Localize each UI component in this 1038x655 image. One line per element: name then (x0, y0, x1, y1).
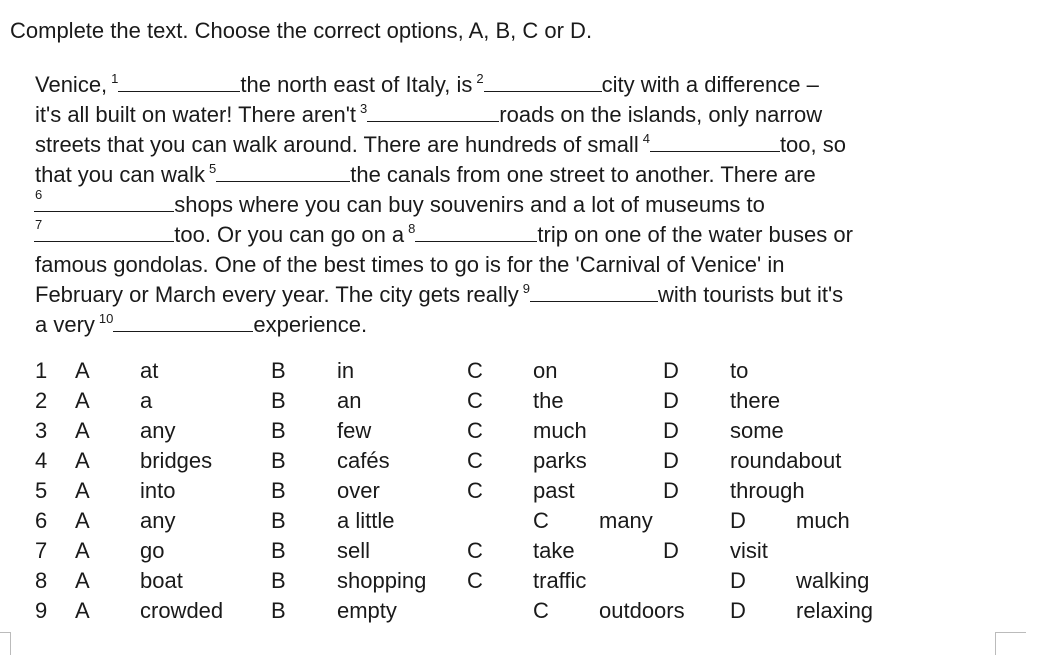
option-b[interactable]: cafés (337, 448, 390, 473)
passage-text: February or March every year. The city gets really (35, 282, 519, 307)
gap-7-blank[interactable] (34, 223, 174, 242)
question-number: 3 (35, 418, 48, 443)
gap-number: 3 (360, 101, 368, 116)
option-b[interactable]: empty (337, 598, 397, 623)
letter-d: D (663, 448, 679, 473)
letter-b: B (271, 388, 286, 413)
passage-text: with tourists but it's (658, 282, 844, 307)
passage-line-1 (35, 72, 819, 98)
option-a[interactable]: crowded (140, 598, 224, 623)
passage-line-8 (35, 282, 843, 308)
letter-b: B (271, 418, 286, 443)
letter-a: A (75, 358, 90, 383)
letter-a: A (75, 388, 90, 413)
passage-text: the canals from one street to another. There are (350, 162, 816, 187)
option-d[interactable]: relaxing (796, 598, 874, 623)
passage-text: that you can walk (35, 162, 205, 187)
option-b[interactable]: over (337, 478, 380, 503)
passage-text: trip on one of the water buses or (537, 222, 853, 247)
letter-c: C (533, 598, 549, 623)
passage-text: too, so (779, 132, 846, 157)
gap-number: 6 (35, 187, 43, 202)
passage-text: famous gondolas. One of the best times to go is for the 'Carnival of Venice' in (35, 252, 785, 277)
question-number: 6 (35, 508, 48, 533)
gap-number: 10 (98, 311, 114, 326)
option-c[interactable]: traffic (533, 568, 587, 593)
gap-5-blank[interactable] (216, 163, 350, 182)
letter-d: D (663, 418, 679, 443)
gap-6-blank[interactable] (34, 193, 174, 212)
letter-b: B (271, 598, 286, 623)
letter-c: C (467, 358, 483, 383)
letter-a: A (75, 538, 90, 563)
question-number: 2 (35, 388, 48, 413)
option-b[interactable]: sell (337, 538, 371, 563)
letter-a: A (75, 568, 90, 593)
letter-d: D (663, 388, 679, 413)
option-b[interactable]: in (337, 358, 355, 383)
passage-line-5 (35, 187, 765, 218)
letter-c: C (533, 508, 549, 533)
passage-text: Venice, (35, 72, 108, 97)
option-d[interactable]: to (730, 358, 749, 383)
option-c[interactable]: the (533, 388, 564, 413)
option-a[interactable]: any (140, 418, 176, 443)
letter-b: B (271, 478, 286, 503)
letter-b: B (271, 568, 286, 593)
option-a[interactable]: bridges (140, 448, 213, 473)
question-number: 4 (35, 448, 48, 473)
instruction-heading: Complete the text. Choose the correct options, A, B, C or D. (10, 18, 593, 43)
letter-d: D (663, 478, 679, 503)
option-b[interactable]: shopping (337, 568, 427, 593)
option-d[interactable]: roundabout (730, 448, 842, 473)
letter-c: C (467, 388, 483, 413)
option-b[interactable]: few (337, 418, 372, 443)
question-number: 7 (35, 538, 48, 563)
gap-number: 9 (522, 281, 531, 296)
gap-3-blank[interactable] (367, 103, 499, 122)
letter-c: C (467, 568, 483, 593)
gap-9-blank[interactable] (530, 283, 658, 302)
option-a[interactable]: any (140, 508, 176, 533)
option-b[interactable]: an (337, 388, 362, 413)
passage-line-3 (35, 132, 846, 158)
letter-a: A (75, 598, 90, 623)
option-a[interactable]: at (140, 358, 159, 383)
option-d[interactable]: there (730, 388, 781, 413)
gap-8-blank[interactable] (415, 223, 537, 242)
option-c[interactable]: past (533, 478, 575, 503)
option-c[interactable]: parks (533, 448, 587, 473)
question-number: 9 (35, 598, 48, 623)
letter-d: D (663, 538, 679, 563)
page-corner-mark (995, 632, 1026, 655)
gap-number: 5 (208, 161, 217, 176)
option-d[interactable]: walking (796, 568, 870, 593)
letter-a: A (75, 508, 90, 533)
question-number: 8 (35, 568, 48, 593)
passage-text: streets that you can walk around. There are hundreds of small (35, 132, 639, 157)
option-c[interactable]: on (533, 358, 558, 383)
option-a[interactable]: boat (140, 568, 183, 593)
passage-text: experience. (253, 312, 368, 337)
option-c[interactable]: many (599, 508, 653, 533)
letter-d: D (730, 508, 746, 533)
passage-line-4 (35, 162, 816, 188)
passage-text: city with a difference – (601, 72, 819, 97)
letter-d: D (730, 598, 746, 623)
option-c[interactable]: outdoors (599, 598, 685, 623)
option-c[interactable]: take (533, 538, 575, 563)
passage-text: the north east of Italy, is (240, 72, 473, 97)
gap-number: 1 (111, 71, 119, 86)
gap-number: 2 (476, 71, 484, 86)
letter-c: C (467, 448, 483, 473)
question-number: 5 (35, 478, 48, 503)
gap-1-blank[interactable] (118, 73, 240, 92)
letter-b: B (271, 358, 286, 383)
question-number: 1 (35, 358, 48, 383)
passage-text: roads on the islands, only narrow (499, 102, 823, 127)
gap-number: 4 (642, 131, 650, 146)
letter-c: C (467, 538, 483, 563)
letter-a: A (75, 418, 90, 443)
passage-line-7 (35, 252, 784, 278)
gap-4-blank[interactable] (650, 133, 780, 152)
option-d[interactable]: through (730, 478, 805, 503)
option-d[interactable]: much (796, 508, 850, 533)
option-a[interactable]: go (140, 538, 165, 563)
letter-c: C (467, 478, 483, 503)
letter-a: A (75, 478, 90, 503)
passage-line-9 (35, 312, 367, 338)
option-a[interactable]: into (140, 478, 176, 503)
gap-number: 7 (35, 217, 43, 232)
gap-10-blank[interactable] (113, 313, 253, 332)
option-c[interactable]: much (533, 418, 587, 443)
letter-d: D (730, 568, 746, 593)
passage-line-2 (35, 102, 822, 128)
letter-b: B (271, 508, 286, 533)
option-d[interactable]: some (730, 418, 784, 443)
gap-number: 8 (408, 221, 416, 236)
letter-d: D (663, 358, 679, 383)
letter-a: A (75, 448, 90, 473)
letter-b: B (271, 538, 286, 563)
passage-line-6 (35, 217, 853, 248)
page-corner-mark (0, 632, 11, 655)
passage-text: a very (35, 312, 95, 337)
option-d[interactable]: visit (730, 538, 768, 563)
option-b[interactable]: a little (337, 508, 395, 533)
passage-text: shops where you can buy souvenirs and a lot of museums to (174, 192, 765, 217)
passage-text: it's all built on water! There aren't (35, 102, 357, 127)
letter-c: C (467, 418, 483, 443)
letter-b: B (271, 448, 286, 473)
passage-text: too. Or you can go on a (174, 222, 405, 247)
gap-2-blank[interactable] (484, 73, 602, 92)
option-a[interactable]: a (140, 388, 153, 413)
